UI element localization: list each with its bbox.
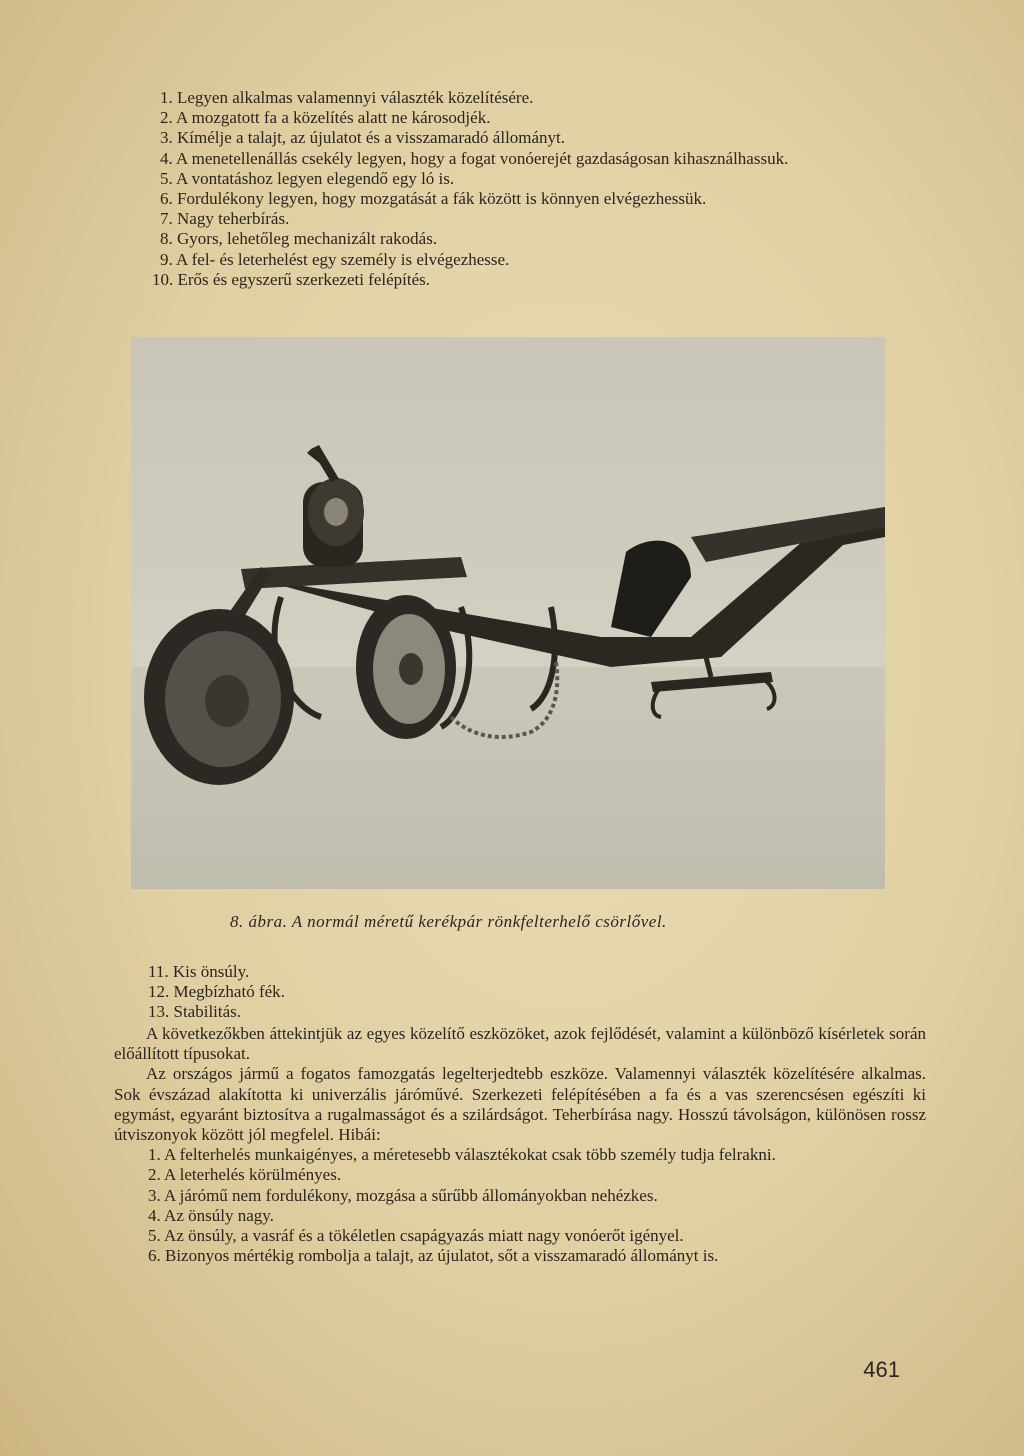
list-item: 4. A menetellenállás csekély legyen, hogy a fogat vonóerejét gazdaságosan kihasználhassuk. (160, 148, 789, 168)
requirements-list-continued (148, 962, 285, 1022)
list-item: 3. A járómű nem fordulékony, mozgása a sűrűbb állományokban nehézkes. (148, 1185, 658, 1205)
list-item: 8. Gyors, lehetőleg mechanizált rakodás. (160, 229, 438, 249)
list-item: 5. A vontatáshoz legyen elegendő egy ló is. (160, 168, 455, 188)
list-item: 4. Az önsúly nagy. (148, 1205, 274, 1225)
list-item: 1. Legyen alkalmas valamennyi választék közelítésére. (160, 88, 534, 107)
figure-photo-log-cart (131, 337, 885, 889)
list-item: 3. Kímélje a talajt, az újulatot és a visszamaradó állományt. (160, 128, 566, 148)
list-item: 6. Fordulékony legyen, hogy mozgatását a fák között is könnyen elvégezhessük. (160, 189, 707, 209)
faults-list (114, 1145, 926, 1266)
list-item: 13. Stabilitás. (148, 1002, 242, 1021)
paragraph: A következőkben áttekintjük az egyes közelítő eszközöket, azok fejlődését, valamint a különböző kísérletek során előállított típusokat. (114, 1024, 926, 1064)
list-item: 7. Nagy teherbírás. (160, 209, 290, 229)
paragraph: Az országos jármű a fogatos famozgatás legelterjedtebb eszköze. Valamennyi választék közelítésére alkalmas. Sok évszázad alakította ki univerzális járóművé. Szerkezeti felépítésében a fa és a vas szerencsésen egészíti ki egymást, egyaránt biztosítva a rugalmasságot és a szilárdságot. Teherbírása nagy. Hosszú távolságon, különösen rossz útviszonyok között jól megfelel. Hibái: (114, 1064, 926, 1145)
list-item: 12. Megbízható fék. (148, 982, 285, 1001)
page-number: 461 (863, 1357, 900, 1382)
list-item: 11. Kis önsúly. (148, 962, 250, 981)
list-item: 2. A leterhelés körülményes. (148, 1165, 342, 1185)
body-text (114, 1024, 926, 1266)
list-item: 6. Bizonyos mértékig rombolja a talajt, az újulatot, sőt a visszamaradó állományt is. (148, 1246, 719, 1266)
list-item: 10. Erős és egyszerű szerkezeti felépítés. (152, 269, 431, 289)
list-item: 2. A mozgatott fa a közelítés alatt ne károsodjék. (160, 108, 491, 128)
list-item: 5. Az önsúly, a vasráf és a tökéletlen csapágyazás miatt nagy vonóerőt igényel. (148, 1226, 684, 1246)
list-item: 9. A fel- és leterhelést egy személy is elvégezhesse. (160, 249, 510, 269)
requirements-list (114, 88, 924, 290)
figure-caption: 8. ábra. A normál méretű kerékpár rönkfelterhelő csörlővel. (230, 912, 667, 931)
list-item: 1. A felterhelés munkaigényes, a méretesebb választékokat csak több személy tudja felrakni. (148, 1145, 776, 1165)
